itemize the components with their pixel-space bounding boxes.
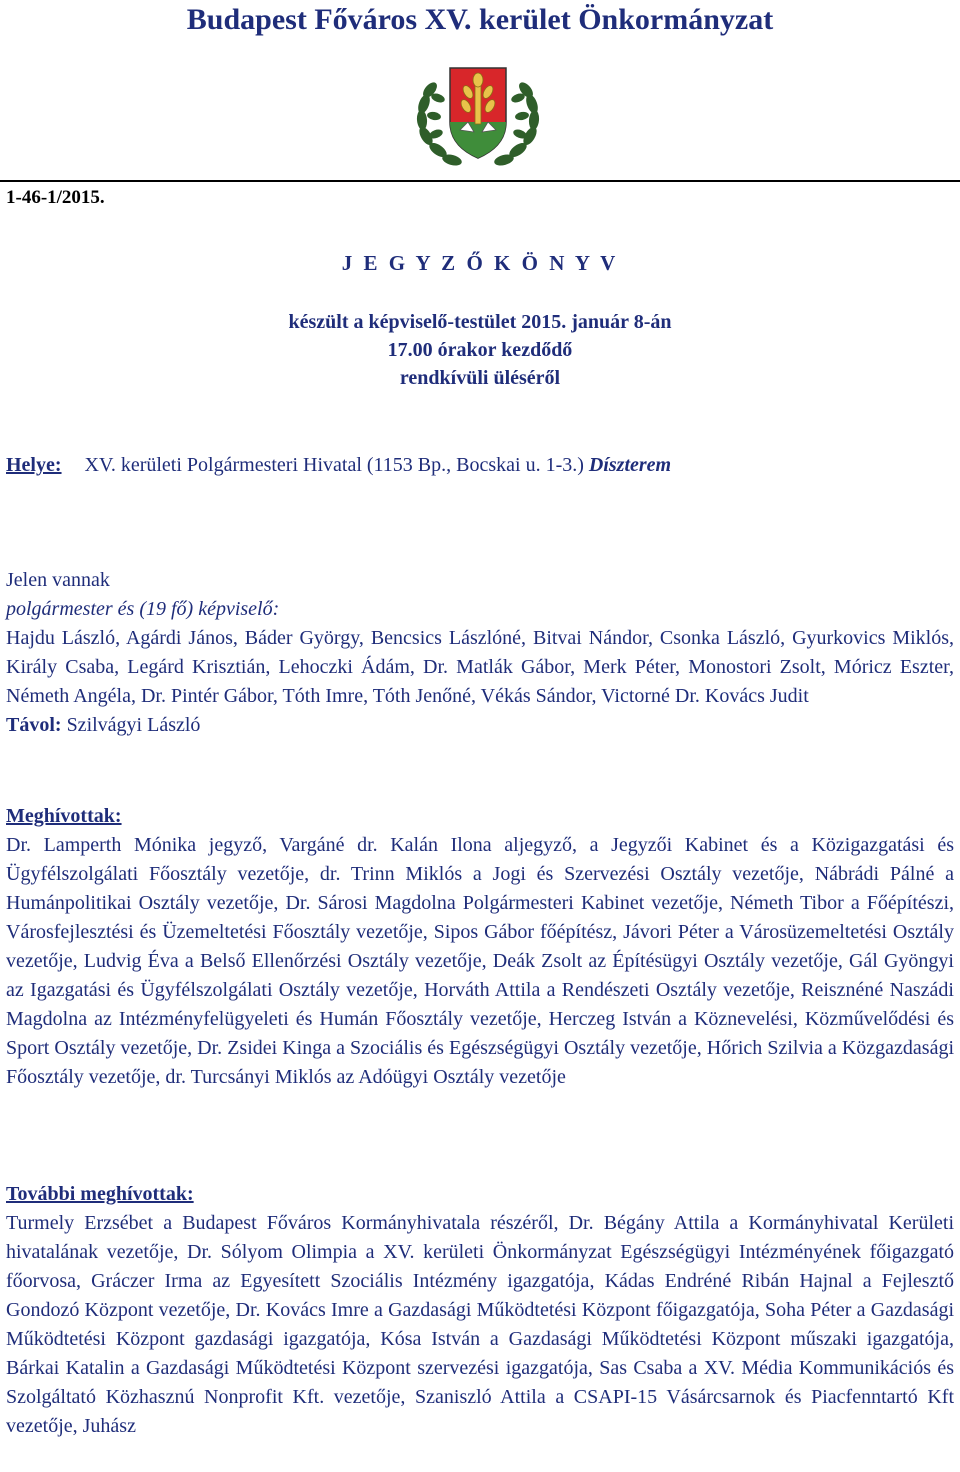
location-label: Helye: xyxy=(6,454,62,476)
location-venue: Díszterem xyxy=(588,454,672,476)
minutes-subtitle-line1: készült a képviselő-testület 2015. január 8-án xyxy=(288,311,672,333)
further-invited-label: További meghívottak: xyxy=(6,1183,194,1205)
further-invited-text: Turmely Erzsébet a Budapest Főváros Kormányhivatala részéről, Dr. Bégány Attila a Kormányhivatal Kerületi hivatalának vezetője, Dr. Sólyom Olimpia a XV. kerületi Önkormányzat Egészségügyi Intézményének főigazgató főorvosa, Gráczer Irma az Egyesített Szociális Intézmény igazgatója, Kádas Endréné Ribán Hajnal a Fejlesztő Gondozó Központ vezetője, Dr. Kovács Imre a Gazdasági Működtetési Központ főigazgatója, Soha Péter a Gazdasági Működtetési Központ gazdasági igazgatója, Kósa István a Gazdasági Működtetési Központ műszaki igazgatója, Bárkai Katalin a Gazdasági Működtetési Központ szervezési igazgatója, Sas Csaba a XV. Média Kommunikációs és Szolgáltató Közhasznú Nonprofit Kft. vezetője, Szaniszló Attila a CSAPI-15 Vásárcsarnok és Piacfenntartó Kft vezetője, Juhász xyxy=(6,1212,954,1437)
header-divider xyxy=(0,180,960,182)
present-label: Jelen vannak xyxy=(6,569,110,591)
coat-of-arms-icon xyxy=(408,60,548,172)
minutes-heading: J E G Y Z Ő K Ö N Y V xyxy=(341,251,619,275)
absent-line xyxy=(6,711,954,740)
document-number: 1-46-1/2015. xyxy=(6,187,105,208)
invited-text: Dr. Lamperth Mónika jegyző, Vargáné dr. Kalán Ilona aljegyző, a Jegyzői Kabinet és a Közigazgatási és Ügyfélszolgálati Főosztály vezetője, dr. Trinn Miklós a Jogi és Szervezési Osztály vezetője, Nábrádi Pálné a Humánpolitikai Osztály vezetője, Dr. Sárosi Magdolna Polgármesteri Kabinet vezetője, Németh Tibor a Főépítészi, Városfejlesztési és Üzemeltetési Főosztály vezetője, Sipos Gábor főépítész, Jávori Péter a Városüzemeltetési Osztály vezetője, Ludvig Éva a Belső Ellenőrzési Osztály vezetője, Deák Zsolt az Építésügyi Osztály vezetője, Gál Gyöngyi az Igazgatási és Ügyfélszolgálati Osztály vezetője, Horváth Attila a Rendészeti Osztály vezetője, Reisznéné Naszádi Magdolna az Intézményfelügyeleti és Humán Főosztály vezetője, Herczeg István a Köznevelési, Közművelődési és Sport Osztály vezetője, Dr. Zsidei Kinga a Szociális és Egészségügyi Osztály vezetője, Hőrich Szilvia a Közgazdasági Főosztály vezetője, dr. Turcsányi Miklós az Adóügyi Osztály vezetője xyxy=(6,834,954,1088)
members-list: Hajdu László, Agárdi János, Báder György, Bencsics Lászlóné, Bitvai Nándor, Csonka László, Gyurkovics Miklós, Király Csaba, Legárd Krisztián, Lehoczki Ádám, Dr. Matlák Gábor, Merk Péter, Monostori Zsolt, Móricz Eszter, Németh Angéla, Dr. Pintér Gábor, Tóth Imre, Tóth Jenőné, Vékás Sándor, Victorné Dr. Kovács Judit xyxy=(6,627,954,707)
invited-label: Meghívottak: xyxy=(6,805,122,827)
meeting-location xyxy=(6,452,671,478)
absent-label: Távol: xyxy=(6,714,62,736)
absent-names: Szilvágyi László xyxy=(66,714,201,736)
members-intro: polgármester és (19 fő) képviselő: xyxy=(6,598,280,620)
minutes-subtitle-line2: 17.00 órakor kezdődő xyxy=(387,339,573,361)
minutes-subtitle-line3: rendkívüli üléséről xyxy=(399,367,561,389)
attendance-section xyxy=(6,566,954,740)
location-address: XV. kerületi Polgármesteri Hivatal (1153 Bp., Bocskai u. 1-3.) xyxy=(84,454,584,476)
invited-section xyxy=(6,802,954,1092)
municipality-title: Budapest Főváros XV. kerület Önkormányzat xyxy=(186,3,774,36)
further-invited-section xyxy=(6,1180,954,1441)
